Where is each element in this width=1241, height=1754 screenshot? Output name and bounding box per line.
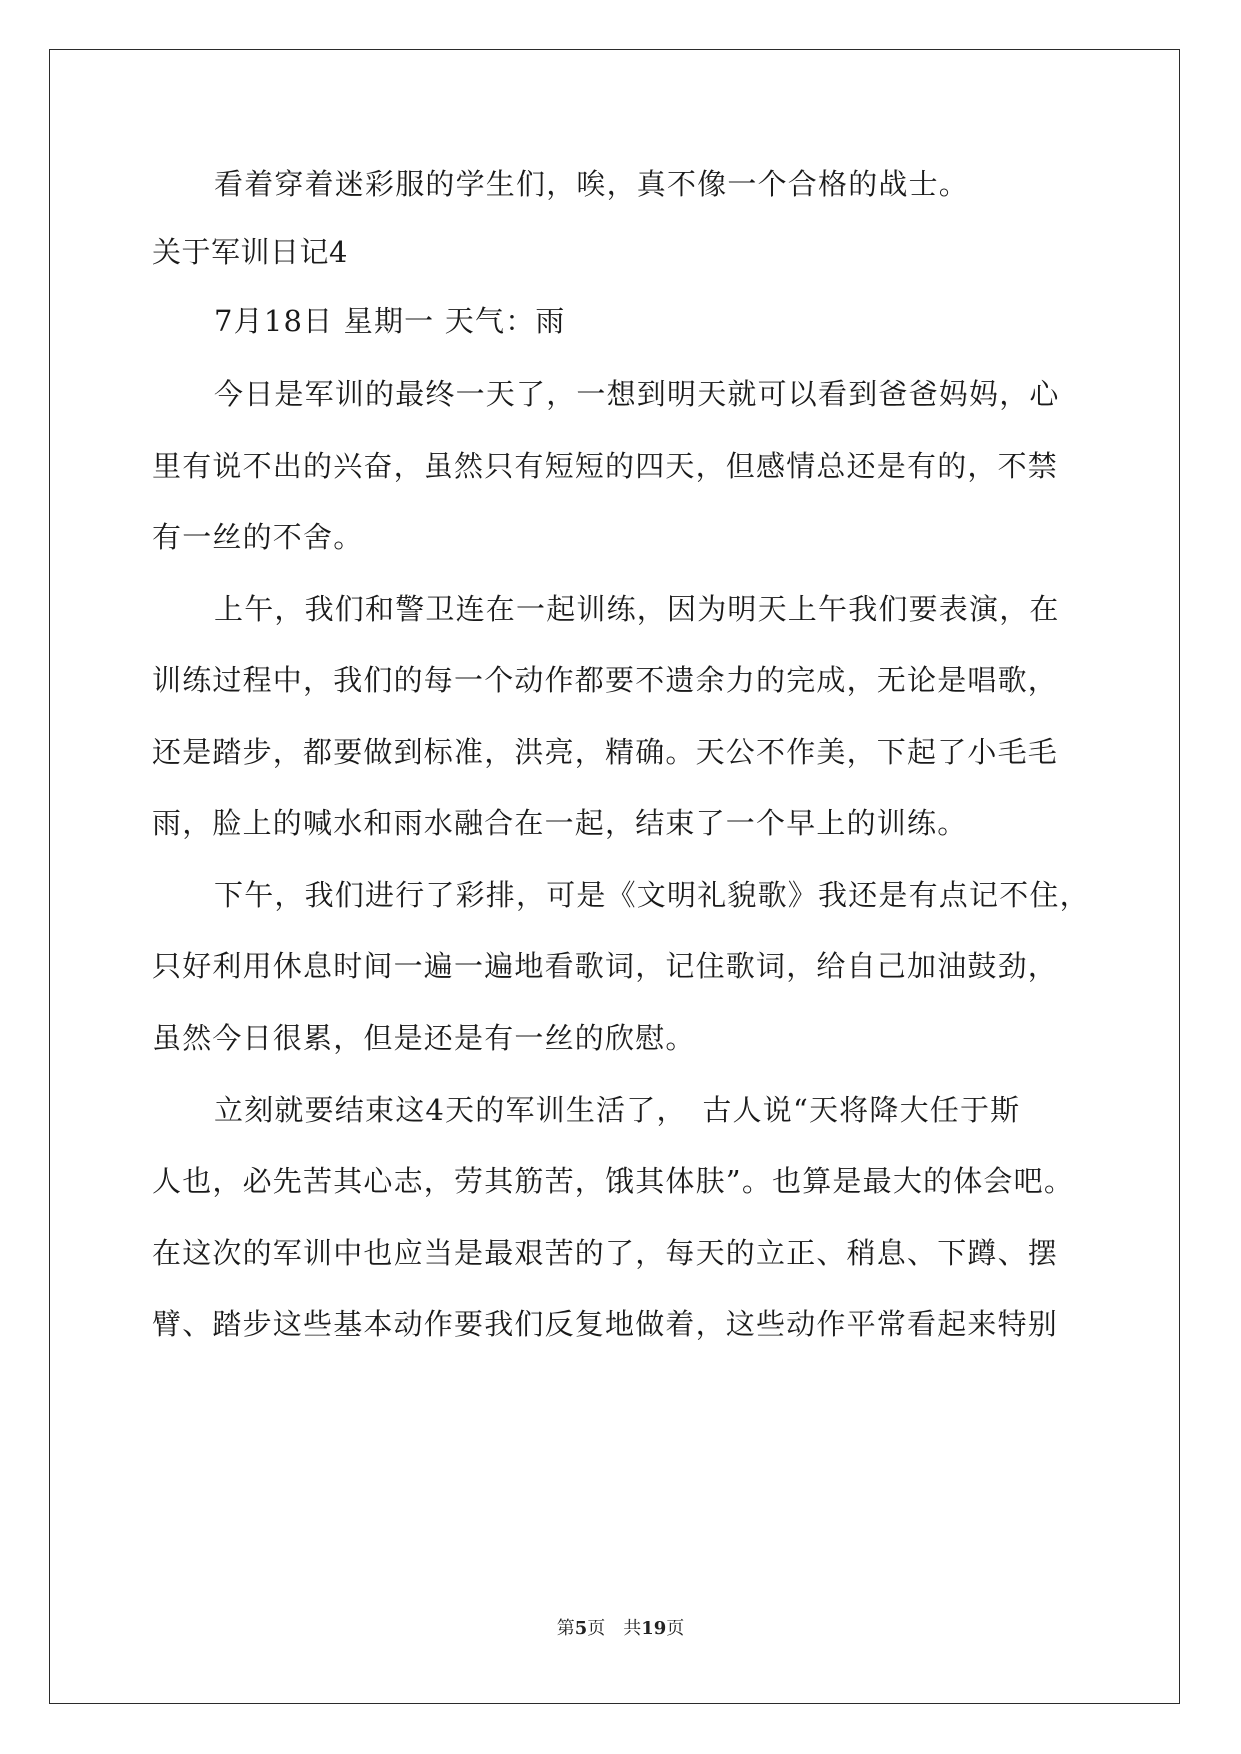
paragraph-line: 今日是军训的最终一天了，一想到明天就可以看到爸爸妈妈，心: [214, 377, 1060, 411]
paragraph-line: 臂、踏步这些基本动作要我们反复地做着，这些动作平常看起来特别: [152, 1307, 1059, 1341]
footer-prefix: 第: [556, 1618, 575, 1639]
paragraph-line: 在这次的军训中也应当是最艰苦的了，每天的立正、稍息、下蹲、摆: [152, 1236, 1059, 1270]
paragraph-line: 雨，脸上的喊水和雨水融合在一起，结束了一个早上的训练。: [152, 806, 968, 840]
section-heading: 关于军训日记4: [152, 235, 348, 269]
paragraph-line: 上午，我们和警卫连在一起训练，因为明天上午我们要表演，在: [214, 592, 1060, 626]
footer-total-suffix: 页: [666, 1618, 685, 1639]
paragraph-line: 立刻就要结束这4天的军训生活了， 古人说“天将降大任于斯: [214, 1093, 1021, 1127]
paragraph-line: 有一丝的不舍。: [152, 520, 364, 554]
footer-page-suffix: 页: [587, 1618, 606, 1639]
diary-date-line: 7月18日 星期一 天气：雨: [214, 304, 566, 338]
footer-total-prefix: 共: [623, 1618, 642, 1639]
paragraph-line: 人也，必先苦其心志，劳其筋苦，饿其体肤”。也算是最大的体会吧。: [152, 1164, 1075, 1198]
footer-total-pages: 19: [641, 1618, 667, 1639]
paragraph-line: 下午，我们进行了彩排，可是《文明礼貌歌》我还是有点记不住，: [214, 878, 1090, 912]
footer-page-number: 5: [574, 1618, 588, 1639]
paragraph-line: 看着穿着迷彩服的学生们，唉，真不像一个合格的战士。: [214, 167, 970, 201]
paragraph-line: 里有说不出的兴奋，虽然只有短短的四天，但感情总还是有的，不禁: [152, 449, 1059, 483]
paragraph-line: 只好利用休息时间一遍一遍地看歌词，记住歌词，给自己加油鼓劲，: [152, 949, 1059, 983]
page-footer: [0, 1614, 1241, 1640]
paragraph-line: 训练过程中，我们的每一个动作都要不遗余力的完成，无论是唱歌，: [152, 663, 1059, 697]
paragraph-line: 虽然今日很累，但是还是有一丝的欣慰。: [152, 1021, 696, 1055]
paragraph-line: 还是踏步，都要做到标准，洪亮，精确。天公不作美，下起了小毛毛: [152, 735, 1059, 769]
